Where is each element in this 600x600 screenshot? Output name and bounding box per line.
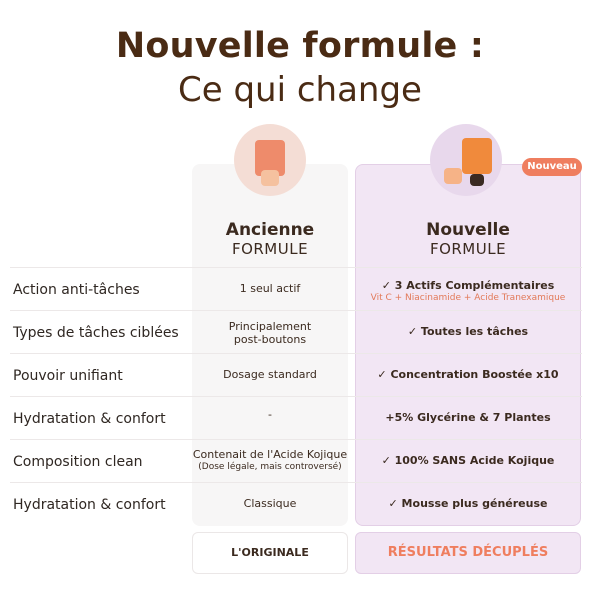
row-divider [10,267,582,268]
new-value: ✓ 100% SANS Acide Kojique [381,454,555,467]
row-divider [10,439,582,440]
old-pad-icon [261,170,279,186]
old-footer: L'ORIGINALE [192,532,348,574]
old-value-detail: (Dose légale, mais controversé) [198,462,342,472]
new-value: ✓ Concentration Boostée x10 [377,368,559,381]
row-label: Hydratation & confort [13,411,166,427]
new-jar-icon [444,168,462,184]
row-divider [10,482,582,483]
old-value [192,448,348,474]
new-value-detail: Vit C + Niacinamide + Acide Tranexamique [370,293,566,303]
new-column-subtitle: FORMULE [429,240,507,258]
old-column-title: Ancienne [225,220,315,240]
old-value: Classique [243,497,297,510]
new-value [355,279,581,305]
old-value: Dosage standard [223,368,317,381]
new-product-image [430,124,502,196]
old-value: - [268,408,272,421]
row-label: Action anti-tâches [13,282,140,298]
old-value: 1 seul actif [239,282,301,295]
old-value [192,320,348,346]
old-value-text: Contenait de l'Acide Kojique [192,448,348,461]
new-value: +5% Glycérine & 7 Plantes [385,411,551,424]
row-divider [10,310,582,311]
page-subtitle: Ce qui change [178,70,422,110]
new-badge: Nouveau [522,158,582,176]
new-pad-icon [470,174,484,186]
new-value: ✓ Toutes les tâches [407,325,529,338]
row-divider [10,396,582,397]
row-label: Pouvoir unifiant [13,368,123,384]
old-value-line1: Principalement [228,320,312,333]
old-column-subtitle: FORMULE [231,240,309,258]
old-product-image [234,124,306,196]
new-pouch-icon [462,138,492,174]
new-value: ✓ Mousse plus généreuse [388,497,548,510]
old-value-line2: post-boutons [233,333,307,346]
page-title: Nouvelle formule : [115,26,485,66]
row-label: Hydratation & confort [13,497,166,513]
row-label: Types de tâches ciblées [13,325,179,341]
row-divider [10,353,582,354]
new-footer: RÉSULTATS DÉCUPLÉS [355,532,581,574]
new-column-title: Nouvelle [426,220,510,240]
new-value-text: ✓ 3 Actifs Complémentaires [381,279,555,292]
new-formula-column [355,164,581,526]
row-label: Composition clean [13,454,143,470]
